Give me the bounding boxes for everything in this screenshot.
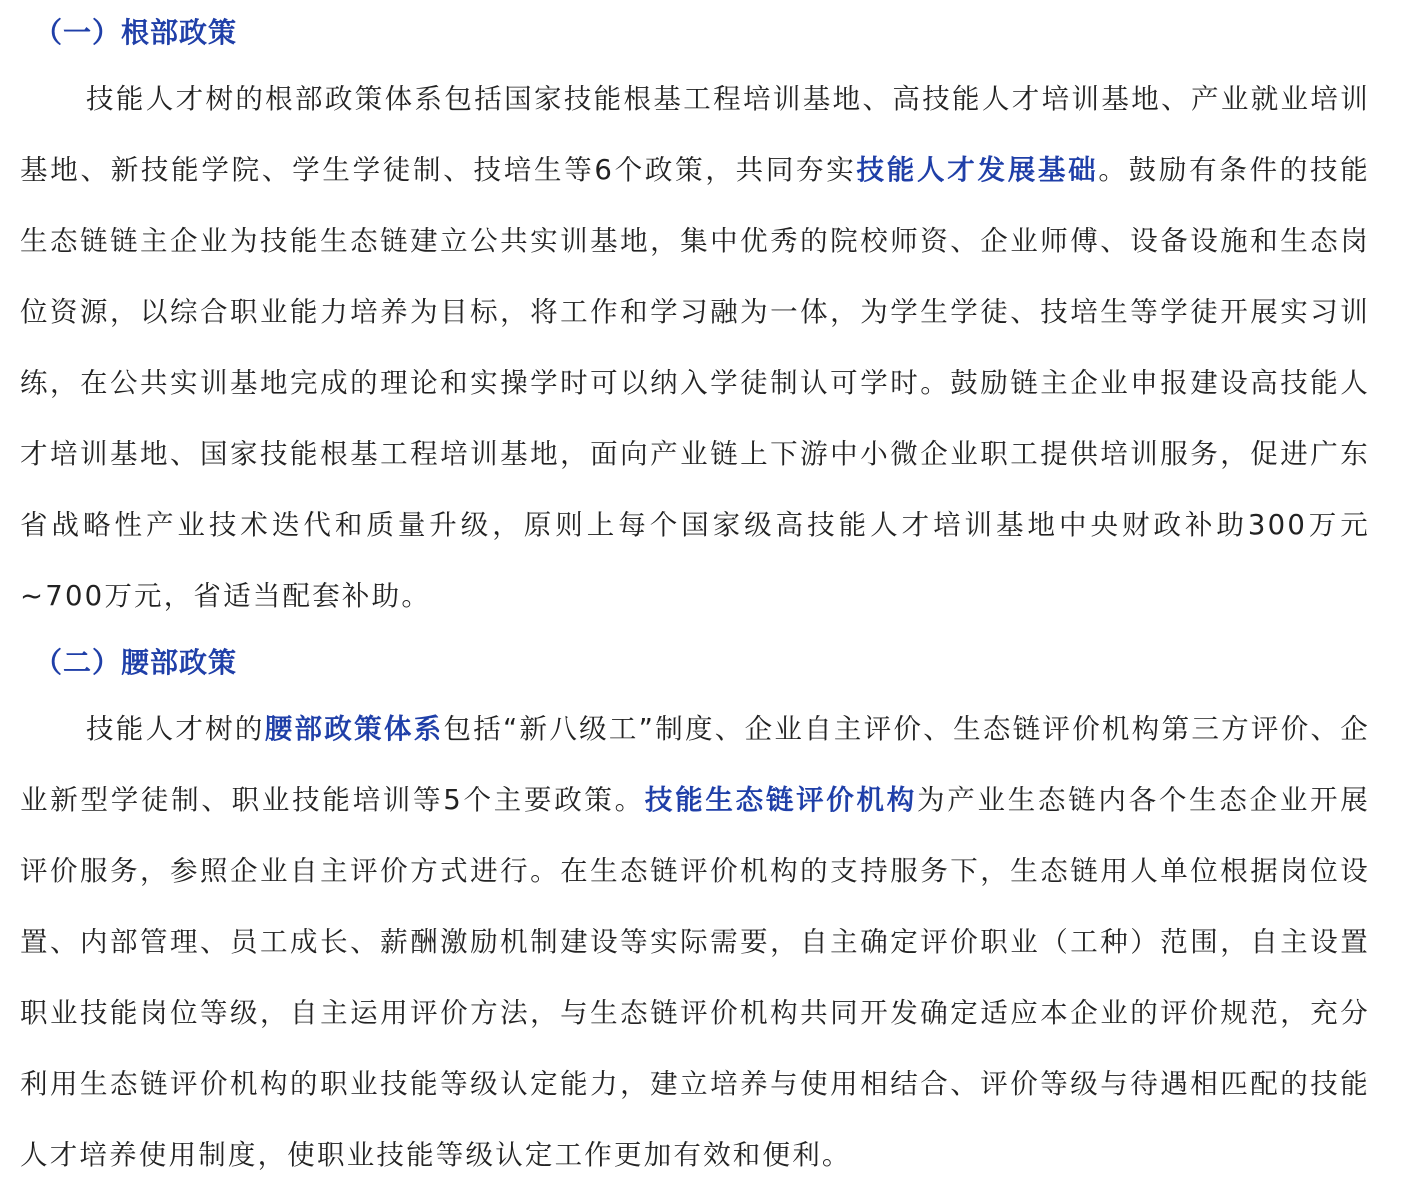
paragraph-text: 包括“新八级工”制度、企业自主评价、生态链评价机构第三方评价、企业新型学徒制、职业技能培训等5个主要政策。 xyxy=(20,713,1370,816)
article xyxy=(0,2,1428,1204)
highlight-evaluation-agency: 技能生态链评价机构 xyxy=(644,784,918,816)
highlight-waist-policy-system: 腰部政策体系 xyxy=(264,713,444,745)
highlight-skill-talent-foundation: 技能人才发展基础 xyxy=(856,154,1099,186)
section-paragraph-root-policy xyxy=(20,64,1370,632)
section-heading-waist-policy: （二）腰部政策 xyxy=(34,646,238,679)
paragraph-text: 技能人才树的根部政策体系包括国家技能根基工程培训基地、高技能人才培训基地、产业就业培训基地、新技能学院、学生学徒制、技培生等6个政策，共同夯实 xyxy=(20,83,1370,186)
section-paragraph-waist-policy xyxy=(20,694,1370,1191)
paragraph-text: 。鼓励有条件的技能生态链链主企业为技能生态链建立公共实训基地，集中优秀的院校师资、企业师傅、设备设施和生态岗位资源，以综合职业能力培养为目标，将工作和学习融为一体，为学生学徒、技培生等学徒开展实习训练，在公共实训基地完成的理论和实操学时可以纳入学徒制认可学时。鼓励链主企业申报建设高技能人才培训基地、国家技能根基工程培训基地，面向产业链上下游中小微企业职工提供培训服务，促进广东省战略性产业技术迭代和质量升级，原则上每个国家级高技能人才培训基地中央财政补助300万元~700万元，省适当配套补助。 xyxy=(20,154,1370,612)
section-heading-root-policy: （一）根部政策 xyxy=(34,16,238,49)
paragraph-text: 为产业生态链内各个生态企业开展评价服务，参照企业自主评价方式进行。在生态链评价机构的支持服务下，生态链用人单位根据岗位设置、内部管理、员工成长、薪酬激励机制建设等实际需要，自主确定评价职业（工种）范围，自主设置职业技能岗位等级，自主运用评价方法，与生态链评价机构共同开发确定适应本企业的评价规范，充分利用生态链评价机构的职业技能等级认定能力，建立培养与使用相结合、评价等级与待遇相匹配的技能人才培养使用制度，使职业技能等级认定工作更加有效和便利。 xyxy=(20,784,1370,1171)
paragraph-text: 技能人才树的 xyxy=(86,713,265,745)
